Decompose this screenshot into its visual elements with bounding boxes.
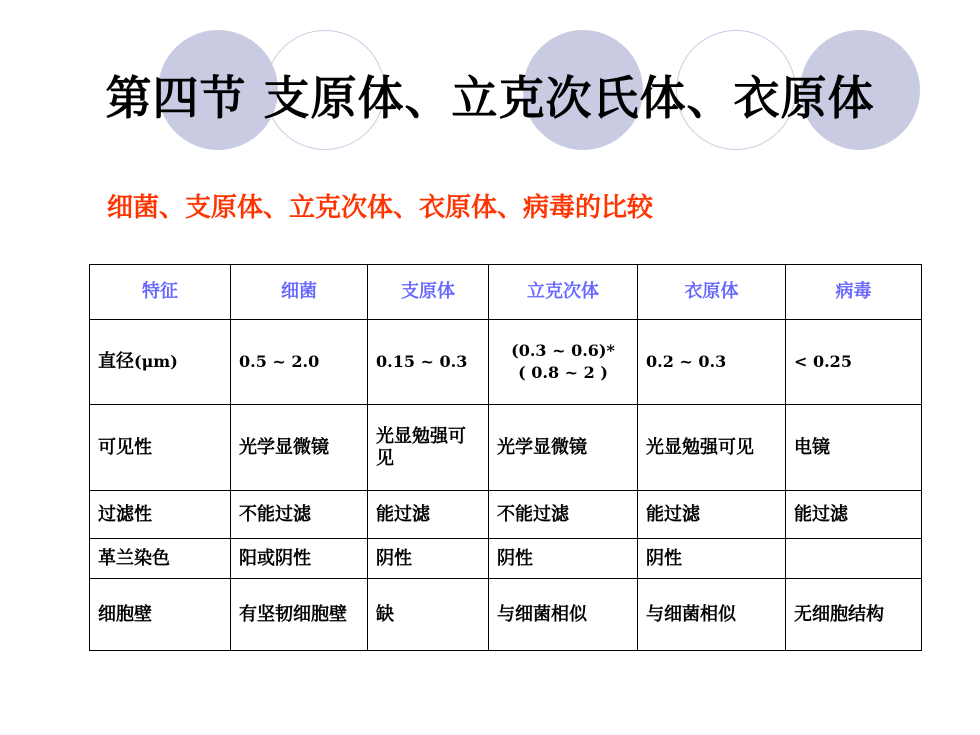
table-cell: 光学显微镜 <box>231 405 368 491</box>
table-cell: 阴性 <box>368 539 489 579</box>
comparison-table <box>89 264 922 651</box>
cell-line: ( 0.8 ~ 2 ) <box>518 363 608 382</box>
table-cell: 能过滤 <box>638 491 786 539</box>
table-row <box>90 579 922 651</box>
table-row <box>90 320 922 405</box>
table-cell: 能过滤 <box>368 491 489 539</box>
header-cell-bacteria: 细菌 <box>231 265 368 320</box>
header-cell-mycoplasma: 支原体 <box>368 265 489 320</box>
header-cell-chlamydia: 衣原体 <box>638 265 786 320</box>
feature-cell: 过滤性 <box>90 491 231 539</box>
table-cell: 能过滤 <box>786 491 922 539</box>
table-row <box>90 539 922 579</box>
table-cell: 阴性 <box>638 539 786 579</box>
table-cell: 0.2 ~ 0.3 <box>638 320 786 405</box>
table-cell: 阳或阴性 <box>231 539 368 579</box>
header-cell-rickettsia: 立克次体 <box>489 265 638 320</box>
table-cell <box>786 539 922 579</box>
table-cell: 与细菌相似 <box>489 579 638 651</box>
table-cell: 0.5 ~ 2.0 <box>231 320 368 405</box>
header-cell-feature: 特征 <box>90 265 231 320</box>
table-cell: 无细胞结构 <box>786 579 922 651</box>
table-cell: 不能过滤 <box>489 491 638 539</box>
feature-cell <box>90 320 231 405</box>
table-header-row <box>90 265 922 320</box>
page-title: 第四节 支原体、立克次氏体、衣原体 <box>105 71 875 125</box>
header-cell-virus: 病毒 <box>786 265 922 320</box>
table-cell: 电镜 <box>786 405 922 491</box>
table-cell: 阴性 <box>489 539 638 579</box>
table-cell: < 0.25 <box>786 320 922 405</box>
table-cell: 光显勉强可见 <box>638 405 786 491</box>
cell-line: (0.3 ~ 0.6)* <box>511 341 615 360</box>
page-subtitle: 细菌、支原体、立克次体、衣原体、病毒的比较 <box>107 193 654 223</box>
feature-cell: 细胞壁 <box>90 579 231 651</box>
table-cell: 有坚韧细胞壁 <box>231 579 368 651</box>
feature-cell: 可见性 <box>90 405 231 491</box>
table-cell: 0.15 ~ 0.3 <box>368 320 489 405</box>
table-row <box>90 491 922 539</box>
table-cell: 光学显微镜 <box>489 405 638 491</box>
table-cell: 缺 <box>368 579 489 651</box>
table-row <box>90 405 922 491</box>
table-cell: 不能过滤 <box>231 491 368 539</box>
table-cell: 与细菌相似 <box>638 579 786 651</box>
table-cell <box>489 320 638 405</box>
feature-cell: 革兰染色 <box>90 539 231 579</box>
feature-label: 直径 <box>98 351 134 372</box>
feature-unit: (μm) <box>134 352 178 371</box>
table-cell: 光显勉强可见 <box>368 405 489 491</box>
